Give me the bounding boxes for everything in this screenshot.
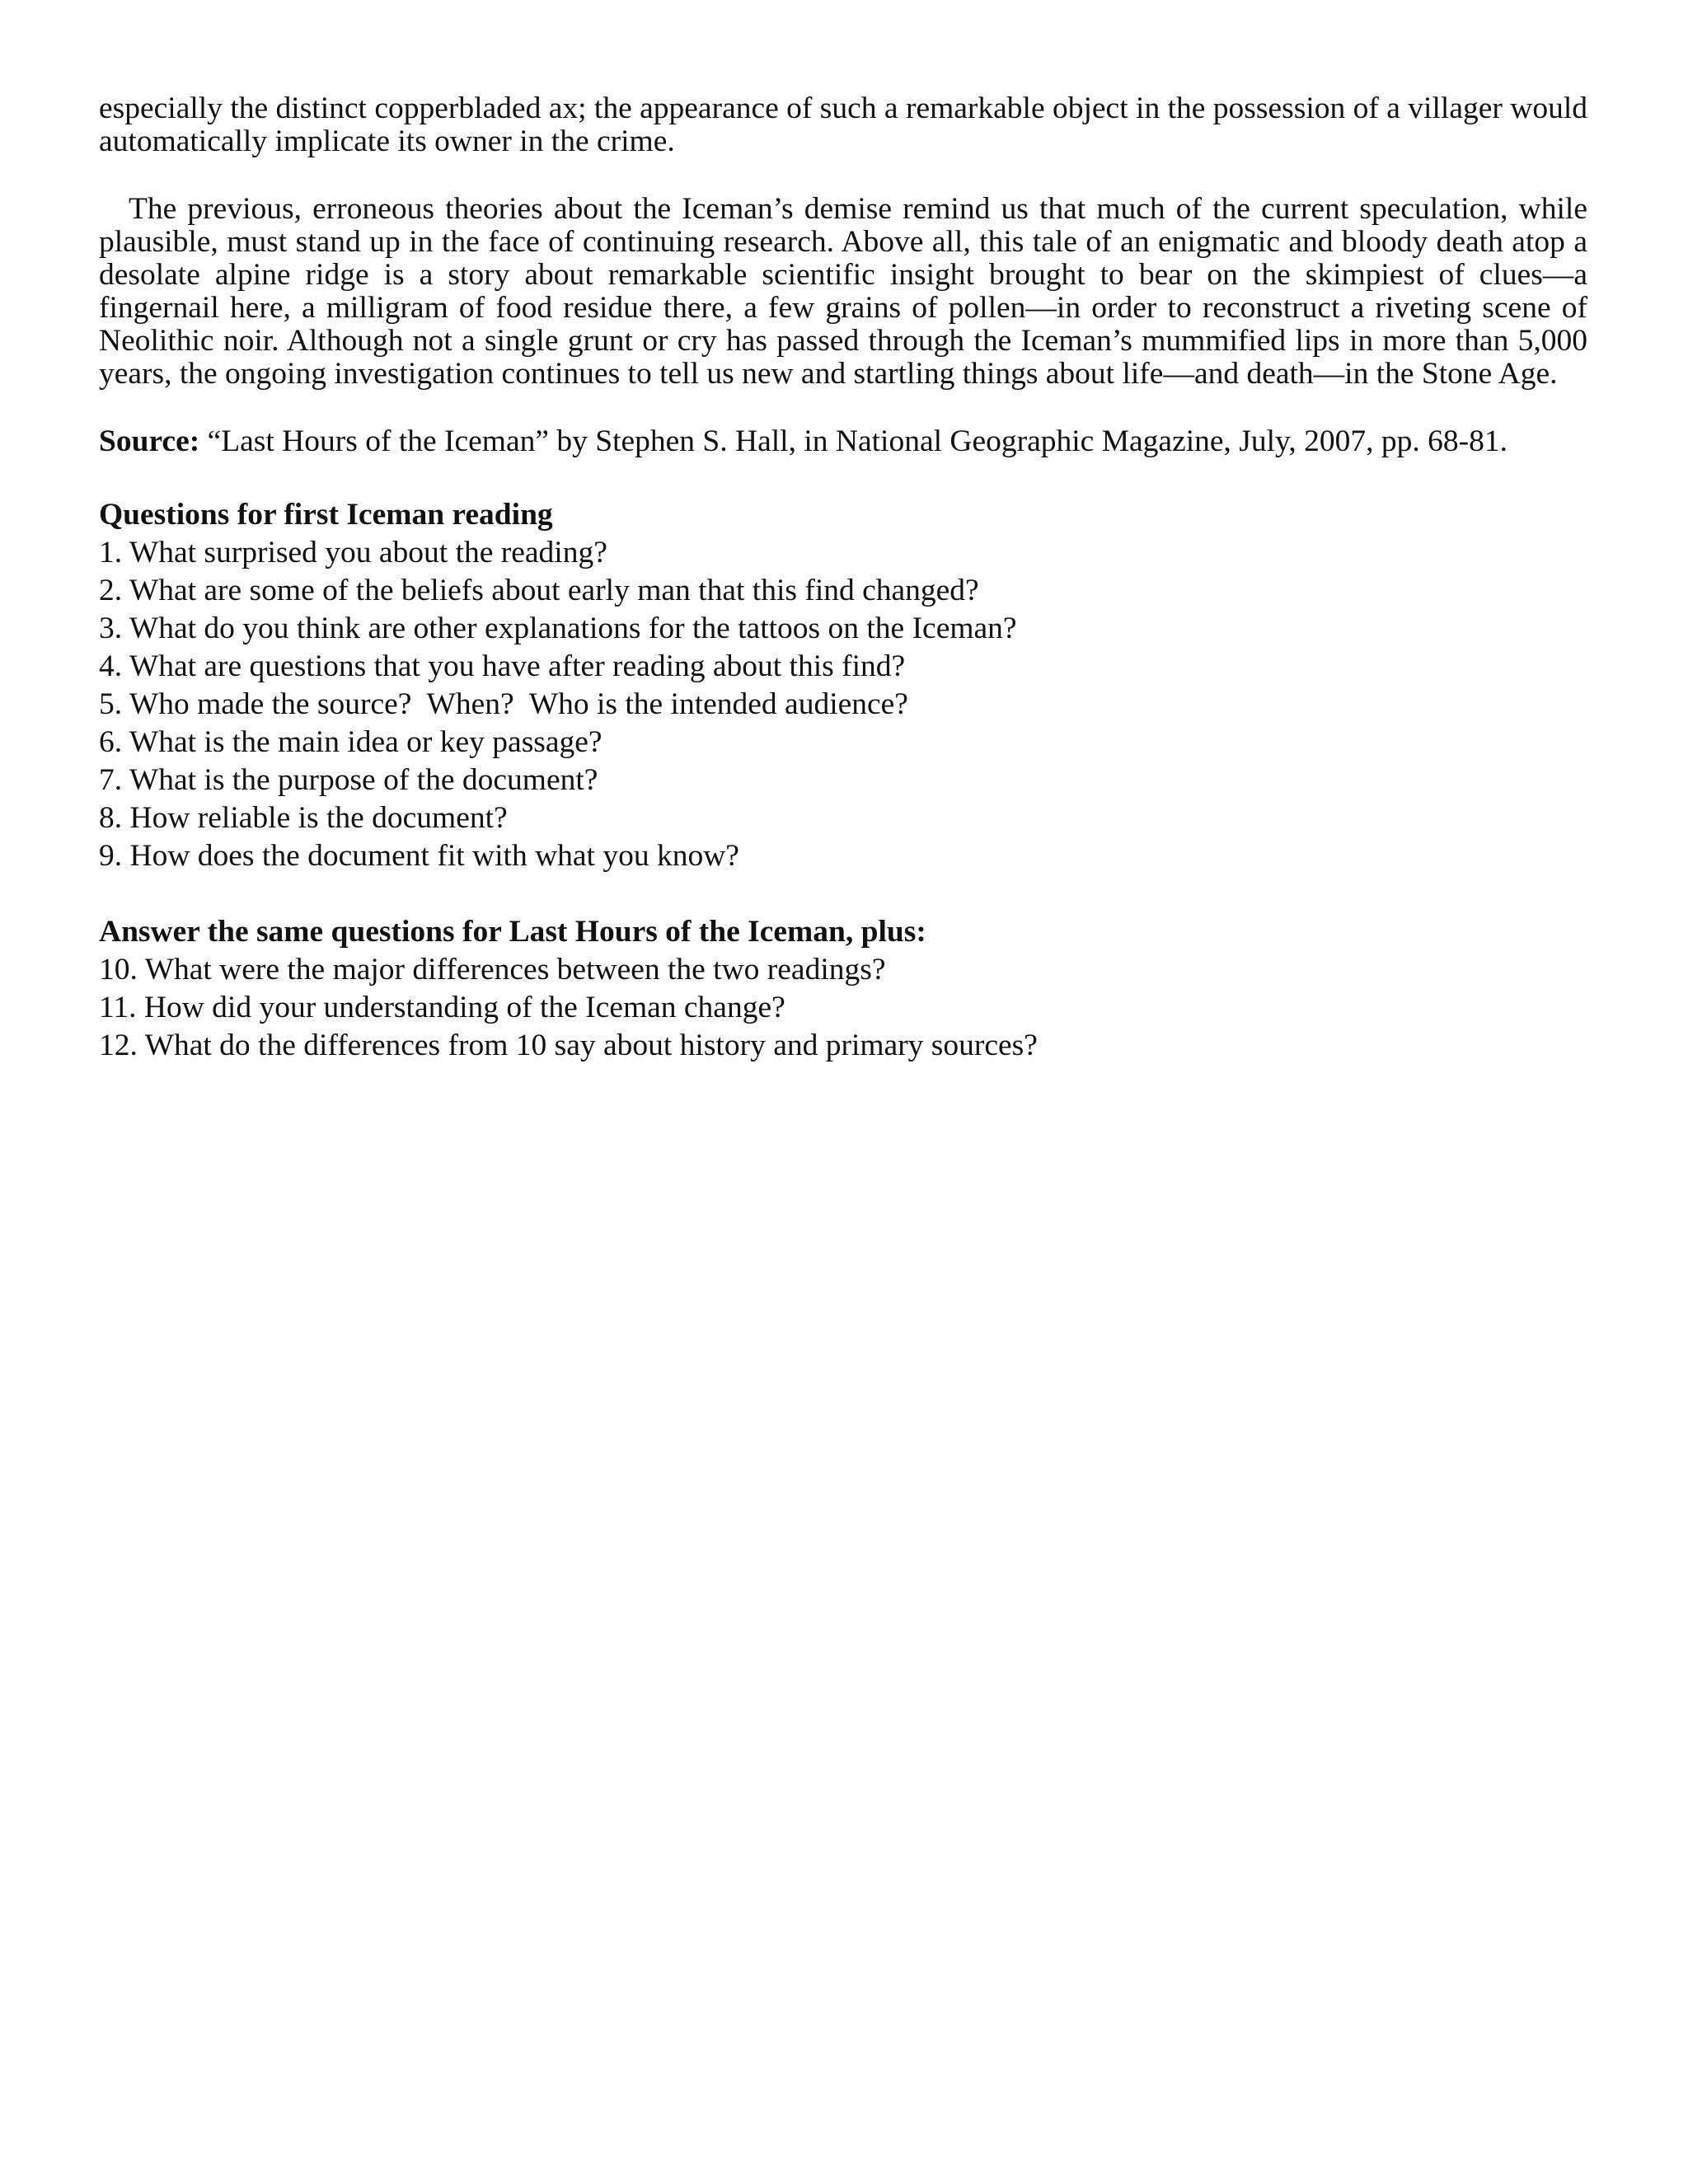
section1-question-list — [99, 534, 1587, 875]
question-item: 10. What were the major differences between the two readings? — [99, 953, 886, 987]
question-item: 1. What surprised you about the reading? — [99, 536, 607, 569]
paragraph-continuation: especially the distinct copperbladed ax; the appearance of such a remarkable object in the possession of a villager would automatically implicate its owner in the crime. — [99, 91, 1587, 158]
question-item: 6. What is the main idea or key passage? — [99, 725, 603, 759]
paragraph-iceman-conclusion: The previous, erroneous theories about the Iceman’s demise remind us that much of the current speculation, while plausible, must stand up in the face of continuing research. Above all, this tale of an enigmatic and bloody death atop a desolate alpine ridge is a story about remarkable scientific insight brought to bear on the skimpiest of clues—a fingernail here, a milligram of food residue there, a few grains of pollen—in order to reconstruct a riveting scene of Neolithic noir. Although not a single grunt or cry has passed through the Iceman’s mummified lips in more than 5,000 years, the ongoing investigation continues to tell us new and startling things about life—and death—in the Stone Age. — [99, 192, 1587, 391]
source-citation — [99, 425, 1587, 458]
question-item: 2. What are some of the beliefs about early man that this find changed? — [99, 574, 979, 607]
question-item: 11. How did your understanding of the Iceman change? — [99, 991, 785, 1024]
question-item: 9. How does the document fit with what you know? — [99, 839, 739, 873]
document-page — [99, 92, 1587, 1065]
question-item: 3. What do you think are other explanations for the tattoos on the Iceman? — [99, 612, 1017, 645]
source-label: Source: — [99, 424, 200, 458]
source-text: “Last Hours of the Iceman” by Stephen S. Hall, in National Geographic Magazine, July, 2007, pp. 68-81. — [199, 424, 1507, 458]
paragraph-spacer — [99, 158, 1587, 193]
question-item: 8. How reliable is the document? — [99, 801, 508, 835]
question-item: 5. Who made the source? When? Who is the intended audience? — [99, 687, 908, 721]
section-spacer — [99, 458, 1587, 496]
section2-heading: Answer the same questions for Last Hours of the Iceman, plus: — [99, 915, 926, 949]
section1-heading: Questions for first Iceman reading — [99, 498, 553, 532]
question-item: 4. What are questions that you have after reading about this find? — [99, 649, 906, 683]
paragraph-spacer — [99, 391, 1587, 425]
section-spacer — [99, 875, 1587, 913]
question-item: 7. What is the purpose of the document? — [99, 763, 598, 797]
question-item: 12. What do the differences from 10 say about history and primary sources? — [99, 1029, 1038, 1062]
section2-question-list — [99, 951, 1587, 1065]
